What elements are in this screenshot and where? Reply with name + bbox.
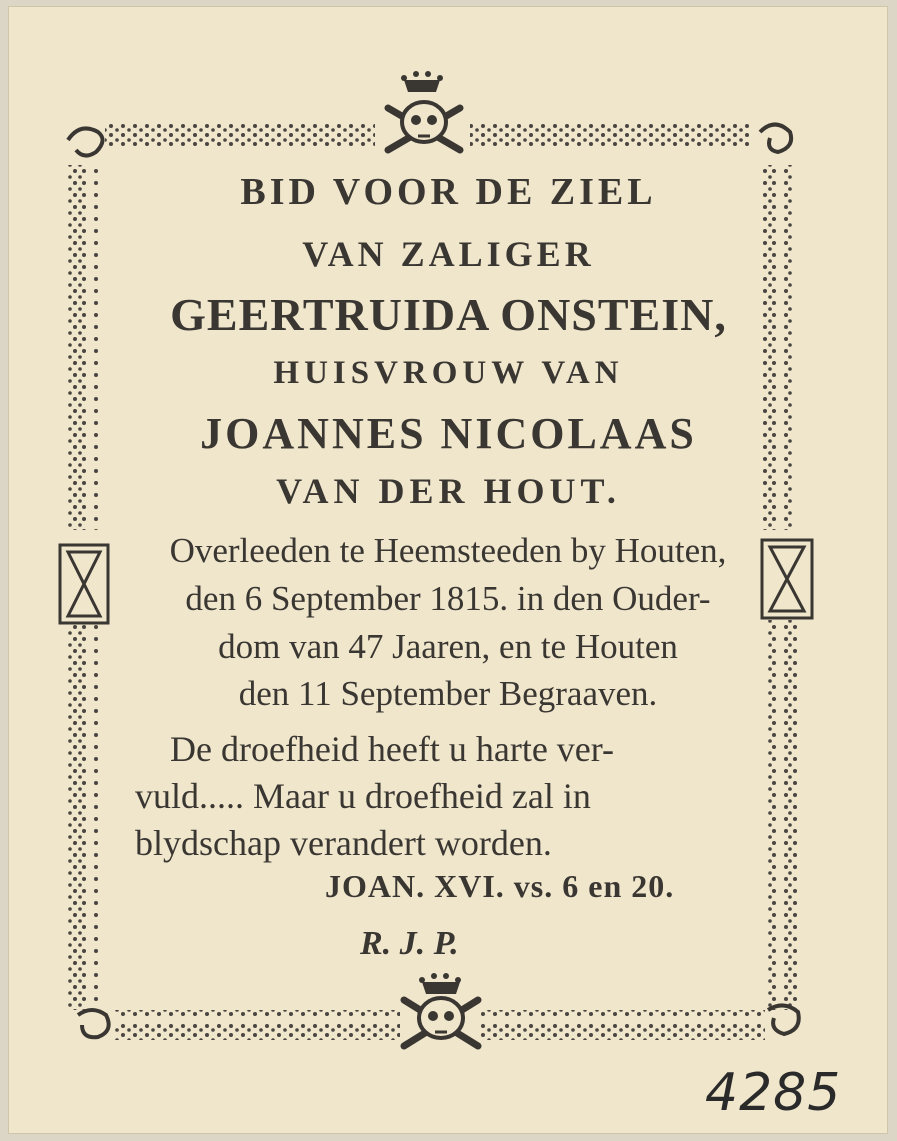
verse-reference: JOAN. XVI. vs. 6 en 20. [325,868,675,904]
verse-line: De droefheid heeft u harte ver- [170,729,615,769]
spouse-name: JOANNES NICOLAAS [200,409,697,458]
death-notice-line: den 6 September 1815. in den Ouder- [185,579,711,618]
heading-line: HUISVROUW VAN [273,355,624,391]
heading-line: VAN ZALIGER [302,234,595,274]
deceased-name: GEERTRUIDA ONSTEIN, [170,289,727,340]
hourglass-icon [60,545,108,623]
skull-crossbones-icon [388,102,460,150]
crown-icon [401,71,443,92]
border-top [105,122,375,152]
spouse-surname: VAN DER HOUT. [276,471,621,511]
inventory-number: 4285 [705,1063,842,1123]
verse-line: blydschap verandert worden. [135,823,552,863]
heading-line: BID VOOR DE ZIEL [240,171,657,213]
border-top [470,122,750,152]
border-bottom [115,1010,400,1040]
crown-icon [419,973,461,994]
death-notice-line: dom van 47 Jaaren, en te Houten [218,627,678,666]
border-bottom [480,1010,765,1040]
skull-crossbones-icon [404,998,478,1046]
death-notice-line: Overleeden te Heemsteeden by Houten, [169,531,727,570]
verse-line: vuld..... Maar u droefheid zal in [135,776,591,816]
death-notice-line: den 11 September Begraaven. [238,674,658,713]
closing-text: R. J. P. [360,925,459,962]
border-left [68,625,98,1010]
